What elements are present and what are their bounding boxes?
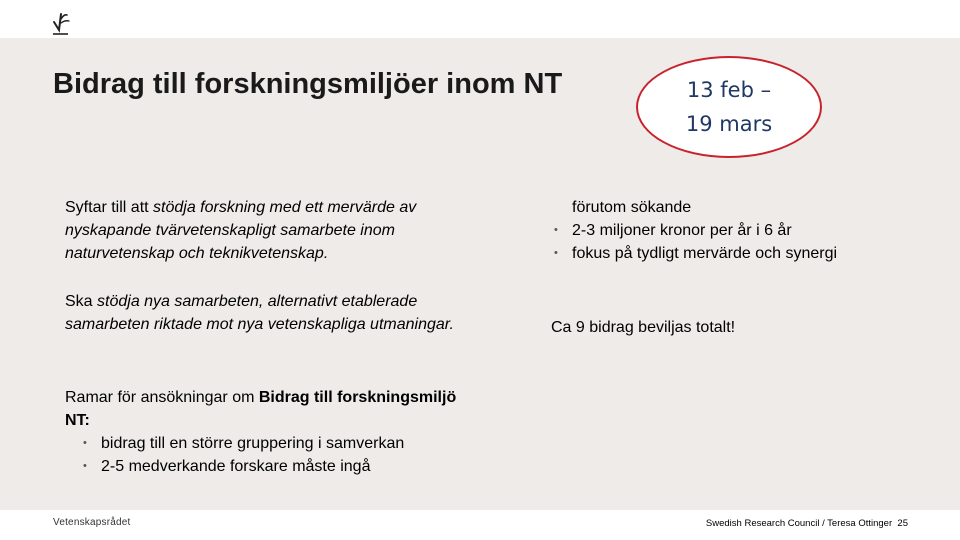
footer-credit-text: Swedish Research Council / Teresa Ottinger [705,518,893,529]
bullet-icon: • [554,247,558,259]
framework-bullet-text: bidrag till en större gruppering i samverkan [101,435,405,452]
framework-bullet-item [83,432,485,455]
date-badge-line1: 13 feb – [686,78,772,102]
funding-bullets [554,219,932,265]
framework-intro: Ramar för ansökningar om [65,389,259,406]
purpose-paragraph [65,196,465,265]
support-intro: Ska [65,293,98,310]
framework-bullets [65,432,485,478]
funding-intro: förutom sökande [572,199,692,216]
footer-org-name: Vetenskapsrådet [53,517,131,528]
framework-bold: Bidrag till forskningsmiljö NT: [65,389,457,429]
date-badge-line2: 19 mars [685,112,773,136]
funding-bullet-text: fokus på tydligt mervärde och synergi [572,245,838,262]
funding-block [554,196,932,265]
page-number: 25 [897,518,908,529]
framework-bullet-item [83,455,485,478]
framework-bullet-text: 2-5 medverkande forskare måste ingå [101,458,371,475]
vr-sprout-logo-icon [50,10,74,36]
bullet-icon: • [83,437,87,449]
support-paragraph [65,290,465,336]
framework-block [65,386,485,478]
funding-bullet-item [554,219,932,242]
purpose-emphasis: stödja forskning med ett mervärde av nyskapande tvärvetenskapligt samarbete inom naturvetenskap och teknikvetenskap. [65,199,417,262]
footer-credit [706,518,908,529]
funding-bullet-text: 2-3 miljoner kronor per år i 6 år [572,222,792,239]
grant-count: Ca 9 bidrag beviljas totalt! [551,319,736,336]
support-emphasis: stödja nya samarbeten, alternativt etablerade samarbeten riktade mot nya vetenskapliga utmaningar. [65,293,454,333]
bullet-icon: • [554,224,558,236]
bullet-icon: • [83,460,87,472]
date-badge [636,56,822,158]
slide-title: Bidrag till forskningsmiljöer inom NT [53,68,563,100]
funding-bullet-item [554,242,932,265]
purpose-intro: Syftar till att [65,199,154,216]
